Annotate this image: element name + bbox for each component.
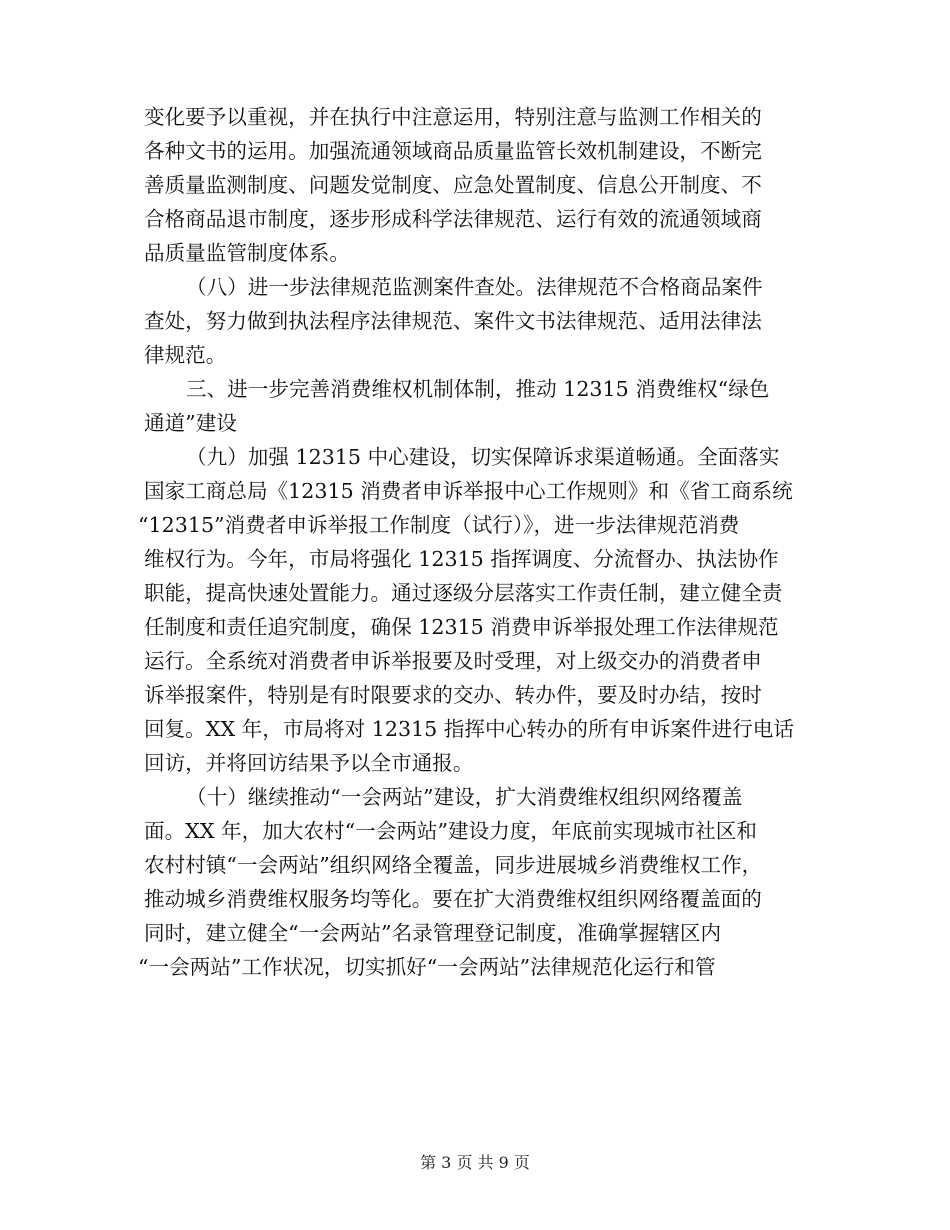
- body-line: 推动城乡消费维权服务均等化。要在扩大消费维权组织网络覆盖面的: [144, 887, 762, 911]
- body-line: 变化要予以重视，并在执行中注意运用，特别注意与监测工作相关的: [144, 105, 762, 129]
- body-line: 国家工商总局《12315 消费者申诉举报中心工作规则》和《省工商系统: [144, 479, 793, 503]
- body-line: 运行。全系统对消费者申诉举报要及时受理，对上级交办的消费者申: [144, 649, 762, 673]
- body-line: 同时，建立健全“一会两站”名录管理登记制度，准确掌握辖区内: [144, 921, 722, 945]
- paragraph-nine-first-line: （九）加强 12315 中心建设，切实保障诉求渠道畅通。全面落实: [186, 445, 780, 469]
- body-line: 合格商品退市制度，逐步形成科学法律规范、运行有效的流通领域商: [144, 207, 762, 231]
- body-line: 善质量监测制度、问题发觉制度、应急处置制度、信息公开制度、不: [144, 173, 762, 197]
- body-line: “12315”消费者申诉举报工作制度（试行）》，进一步法律规范消费: [138, 513, 740, 537]
- body-line: 任制度和责任追究制度，确保 12315 消费申诉举报处理工作法律规范: [144, 615, 779, 639]
- section-three-heading: 三、进一步完善消费维权机制体制，推动 12315 消费维权“绿色: [186, 377, 770, 401]
- page-number-label: 第 3 页 共 9 页: [420, 1153, 530, 1172]
- body-line: 律规范。: [144, 343, 227, 367]
- document-body: [138, 103, 808, 987]
- body-line: 品质量监管制度体系。: [144, 241, 350, 265]
- body-line: 农村村镇“一会两站”组织网络全覆盖，同步进展城乡消费维权工作，: [144, 853, 763, 877]
- body-line: 查处，努力做到执法程序法律规范、案件文书法律规范、适用法律法: [144, 309, 762, 333]
- body-line: 面。XX 年，加大农村“一会两站”建设力度，年底前实现城市社区和: [144, 819, 757, 843]
- page-footer: [0, 1153, 950, 1173]
- body-line: 职能，提高快速处置能力。通过逐级分层落实工作责任制，建立健全责: [144, 581, 783, 605]
- body-line: 各种文书的运用。加强流通领域商品质量监管长效机制建设，不断完: [144, 139, 762, 163]
- section-three-heading-continued: 通道”建设: [144, 411, 237, 435]
- body-line: 维权行为。今年，市局将强化 12315 指挥调度、分流督办、执法协作: [144, 547, 779, 571]
- body-line: 回复。XX 年，市局将对 12315 指挥中心转办的所有申诉案件进行电话: [144, 717, 794, 741]
- body-line: 回访，并将回访结果予以全市通报。: [144, 751, 474, 775]
- body-line: 诉举报案件，特别是有时限要求的交办、转办件，要及时办结，按时: [144, 683, 762, 707]
- paragraph-ten-first-line: （十）继续推动“一会两站”建设，扩大消费维权组织网络覆盖: [186, 785, 743, 809]
- body-line: “一会两站”工作状况，切实抓好“一会两站”法律规范化运行和管: [138, 955, 716, 979]
- paragraph-eight-first-line: （八）进一步法律规范监测案件查处。法律规范不合格商品案件: [186, 275, 763, 299]
